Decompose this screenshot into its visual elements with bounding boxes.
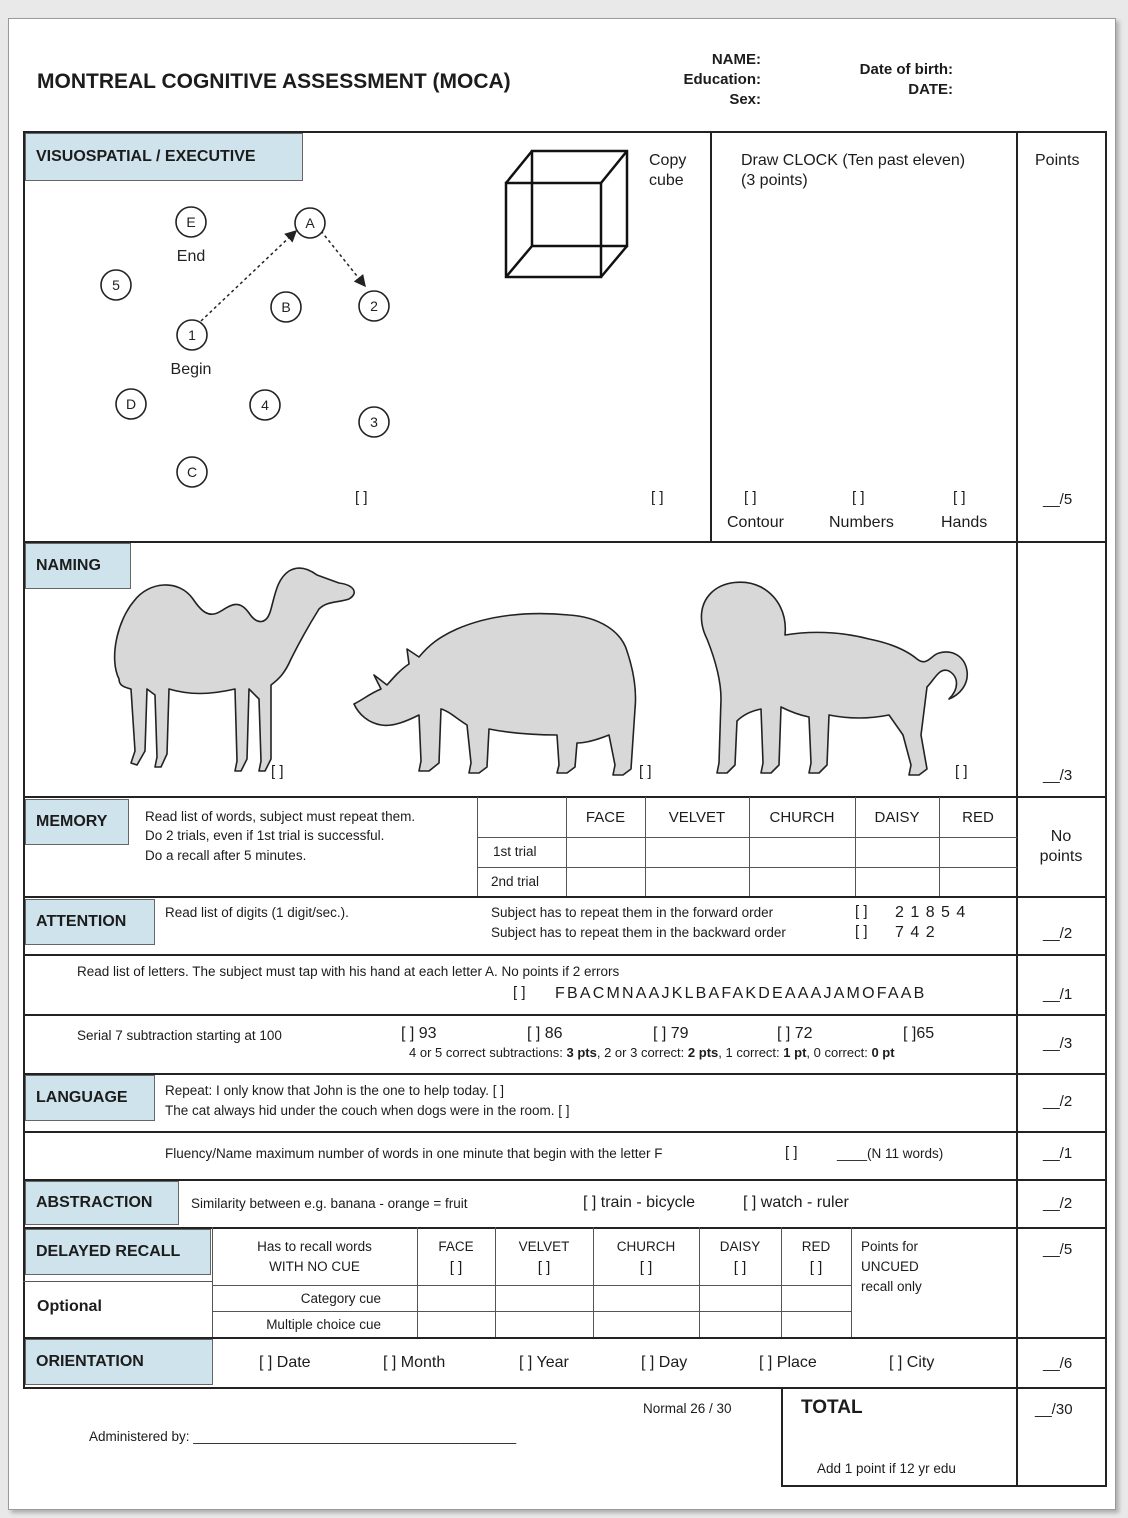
normal-score-note: Normal 26 / 30	[643, 1401, 732, 1416]
forward-digits: 2 1 8 5 4	[895, 904, 967, 921]
category-cue-label: Category cue	[300, 1291, 381, 1306]
date-label: DATE:	[908, 81, 953, 98]
trail-label-1: 1	[188, 327, 196, 343]
numbers-label: Numbers	[829, 514, 894, 531]
orientation-month[interactable]: [ ] Month	[383, 1354, 446, 1371]
serial7-item-93[interactable]: [ ] 93	[401, 1025, 437, 1042]
recall-word-red: RED	[801, 1239, 831, 1254]
memory-word-face: FACE	[585, 809, 626, 826]
delayed-recall-points[interactable]: __/5	[1043, 1241, 1073, 1258]
repeat-points[interactable]: __/2	[1043, 1093, 1073, 1110]
recall-word-face: FACE	[438, 1239, 474, 1254]
digits-instruction: Read list of digits (1 digit/sec.).	[165, 905, 349, 920]
administered-by[interactable]: Administered by: ___________________________________________	[89, 1429, 517, 1444]
frame-right	[1105, 131, 1107, 1487]
no-points-line-2: points	[1039, 848, 1083, 865]
abstraction-example: Similarity between e.g. banana - orange = fruit	[191, 1196, 468, 1211]
recall-word-daisy: DAISY	[719, 1239, 761, 1254]
visuospatial-tag: VISUOSPATIAL / EXECUTIVE	[25, 133, 303, 181]
recall-table-line	[23, 1281, 213, 1282]
rhino-image	[354, 614, 636, 775]
backward-digits: 7 4 2	[895, 924, 936, 941]
orientation-points[interactable]: __/6	[1043, 1355, 1073, 1372]
serial7-item-79[interactable]: [ ] 79	[653, 1025, 689, 1042]
memory-table-line	[477, 837, 1017, 838]
lion-score-box[interactable]: [ ]	[955, 763, 968, 780]
row-separator	[23, 1014, 1107, 1016]
backward-order-box[interactable]: [ ]	[855, 923, 868, 940]
orientation-year[interactable]: [ ] Year	[519, 1354, 569, 1371]
clock-instruction-2: (3 points)	[741, 172, 808, 189]
orientation-day[interactable]: [ ] Day	[641, 1354, 688, 1371]
optional-label: Optional	[37, 1298, 102, 1315]
memory-table-line	[477, 867, 1017, 868]
education-label: Education:	[683, 71, 761, 88]
clock-instruction-1: Draw CLOCK (Ten past eleven)	[741, 152, 966, 169]
serial7-instruction: Serial 7 subtraction starting at 100	[77, 1028, 282, 1043]
memory-instruction-1: Read list of words, subject must repeat them.	[145, 809, 416, 824]
moca-form	[8, 18, 1116, 1510]
serial7-item-86[interactable]: [ ] 86	[527, 1025, 563, 1042]
no-cue-label-2: WITH NO CUE	[269, 1259, 360, 1274]
trail-label-5: 5	[112, 277, 120, 293]
camel-image	[115, 568, 355, 771]
recall-box-face[interactable]: [ ]	[449, 1259, 463, 1276]
repeat-sentence-1: Repeat: I only know that John is the one to help today. [ ]	[165, 1083, 504, 1098]
lion-image	[701, 582, 967, 775]
serial7-item-65[interactable]: [ ]65	[903, 1025, 935, 1042]
letters-sequence: FBACMNAAJKLBAFAKDEAAAJAMOFAAB	[555, 985, 927, 1002]
naming-tag: NAMING	[25, 543, 131, 589]
no-points-line-1: No	[1050, 828, 1072, 845]
end-label: End	[176, 248, 206, 265]
recall-table-line	[212, 1285, 852, 1286]
copy-cube-label-2: cube	[649, 172, 684, 189]
recall-box-church[interactable]: [ ]	[639, 1259, 653, 1276]
trail-arrow-a-2	[321, 231, 365, 286]
camel-score-box[interactable]: [ ]	[271, 763, 284, 780]
row-separator	[23, 896, 1107, 898]
uncued-note-3: recall only	[861, 1279, 922, 1294]
memory-word-velvet: VELVET	[668, 809, 726, 826]
trail-label-d: D	[125, 396, 137, 412]
memory-instruction-3: Do a recall after 5 minutes.	[145, 848, 307, 863]
row-separator	[23, 1179, 1107, 1181]
cube-score-box[interactable]: [ ]	[651, 489, 664, 506]
total-label: TOTAL	[801, 1397, 863, 1418]
abstraction-tag: ABSTRACTION	[25, 1181, 179, 1225]
hands-score-box[interactable]: [ ]	[953, 489, 966, 506]
digits-points[interactable]: __/2	[1043, 925, 1073, 942]
backward-order-text: Subject has to repeat them in the backward order	[491, 925, 786, 940]
memory-tag: MEMORY	[25, 799, 129, 845]
trail-label-e: E	[186, 214, 196, 230]
name-label: NAME:	[711, 51, 761, 68]
abstraction-points[interactable]: __/2	[1043, 1195, 1073, 1212]
recall-table-line	[212, 1311, 852, 1312]
letters-points[interactable]: __/1	[1043, 986, 1073, 1003]
memory-word-daisy: DAISY	[874, 809, 920, 826]
letters-instruction: Read list of letters. The subject must tap with his hand at each letter A. No points if 2 errors	[77, 964, 620, 979]
copy-cube-label-1: Copy	[649, 152, 687, 169]
form-title: MONTREAL COGNITIVE ASSESSMENT (MOCA)	[37, 70, 511, 93]
row-separator	[23, 1131, 1107, 1133]
abstraction-train-bicycle[interactable]: [ ] train - bicycle	[583, 1194, 696, 1211]
orientation-tag: ORIENTATION	[25, 1339, 213, 1385]
total-box-left	[781, 1387, 783, 1487]
fluency-word-count[interactable]: ____(N 11 words)	[837, 1146, 944, 1161]
contour-score-box[interactable]: [ ]	[744, 489, 757, 506]
trail-label-3: 3	[370, 414, 378, 430]
sex-label: Sex:	[729, 91, 761, 108]
trail-score-box[interactable]: [ ]	[355, 489, 368, 506]
total-points[interactable]: __/30	[1035, 1401, 1073, 1418]
row-separator	[23, 1073, 1107, 1075]
frame-bottom	[781, 1485, 1107, 1487]
first-trial-label: 1st trial	[493, 844, 537, 859]
begin-label: Begin	[170, 361, 212, 378]
education-bonus-note: Add 1 point if 12 yr edu	[817, 1461, 956, 1476]
orientation-date[interactable]: [ ] Date	[259, 1354, 311, 1371]
recall-word-church: CHURCH	[616, 1239, 676, 1254]
no-cue-label-1: Has to recall words	[257, 1239, 372, 1254]
trail-label-a: A	[305, 215, 315, 231]
uncued-note-2: UNCUED	[861, 1259, 919, 1274]
recall-box-daisy[interactable]: [ ]	[733, 1259, 747, 1276]
visuospatial-points[interactable]: __/5	[1043, 491, 1073, 508]
serial7-points[interactable]: __/3	[1043, 1035, 1073, 1052]
multiple-choice-cue-label: Multiple choice cue	[266, 1317, 381, 1332]
naming-animals	[9, 539, 1009, 799]
trail-label-c: C	[186, 464, 198, 480]
naming-points[interactable]: __/3	[1043, 767, 1073, 784]
trail-label-b: B	[281, 299, 291, 315]
memory-instruction-2: Do 2 trials, even if 1st trial is successful.	[145, 828, 385, 843]
rhino-score-box[interactable]: [ ]	[639, 763, 652, 780]
serial7-scoring-note: 4 or 5 correct subtractions: 3 pts, 2 or 3 correct: 2 pts, 1 correct: 1 pt, 0 correct: 0 pt	[409, 1045, 895, 1060]
memory-word-red: RED	[962, 809, 994, 826]
delayed-recall-tag: DELAYED RECALL	[25, 1229, 211, 1275]
forward-order-box[interactable]: [ ]	[855, 903, 868, 920]
recall-word-velvet: VELVET	[518, 1239, 570, 1254]
contour-label: Contour	[727, 514, 784, 531]
row-separator	[23, 1387, 1107, 1389]
orientation-city[interactable]: [ ] City	[889, 1354, 935, 1371]
hands-label: Hands	[941, 514, 988, 531]
serial7-item-72[interactable]: [ ] 72	[777, 1025, 813, 1042]
numbers-score-box[interactable]: [ ]	[852, 489, 865, 506]
fluency-box[interactable]: [ ]	[785, 1144, 798, 1161]
recall-box-red[interactable]: [ ]	[809, 1259, 823, 1276]
cube-drawing	[506, 151, 627, 277]
trail-label-2: 2	[370, 298, 378, 314]
attention-tag: ATTENTION	[25, 899, 155, 945]
trail-making-test	[9, 19, 709, 539]
language-tag: LANGUAGE	[25, 1075, 155, 1121]
recall-box-velvet[interactable]: [ ]	[537, 1259, 551, 1276]
abstraction-watch-ruler[interactable]: [ ] watch - ruler	[743, 1194, 849, 1211]
orientation-place[interactable]: [ ] Place	[759, 1354, 817, 1371]
recall-table-line	[851, 1227, 852, 1337]
clock-divider	[710, 131, 712, 541]
row-separator	[23, 954, 1107, 956]
points-header: Points	[1035, 152, 1080, 169]
fluency-instruction: Fluency/Name maximum number of words in one minute that begin with the letter F	[165, 1146, 663, 1161]
repeat-sentence-2: The cat always hid under the couch when dogs were in the room. [ ]	[165, 1103, 570, 1118]
trail-label-4: 4	[261, 397, 269, 413]
dob-label: Date of birth:	[859, 61, 953, 78]
forward-order-text: Subject has to repeat them in the forward order	[491, 905, 774, 920]
memory-table-line	[477, 797, 478, 896]
letters-box[interactable]: [ ]	[513, 984, 526, 1001]
memory-word-church: CHURCH	[769, 809, 835, 826]
uncued-note-1: Points for	[861, 1239, 919, 1254]
fluency-points[interactable]: __/1	[1043, 1145, 1073, 1162]
second-trial-label: 2nd trial	[491, 874, 540, 889]
